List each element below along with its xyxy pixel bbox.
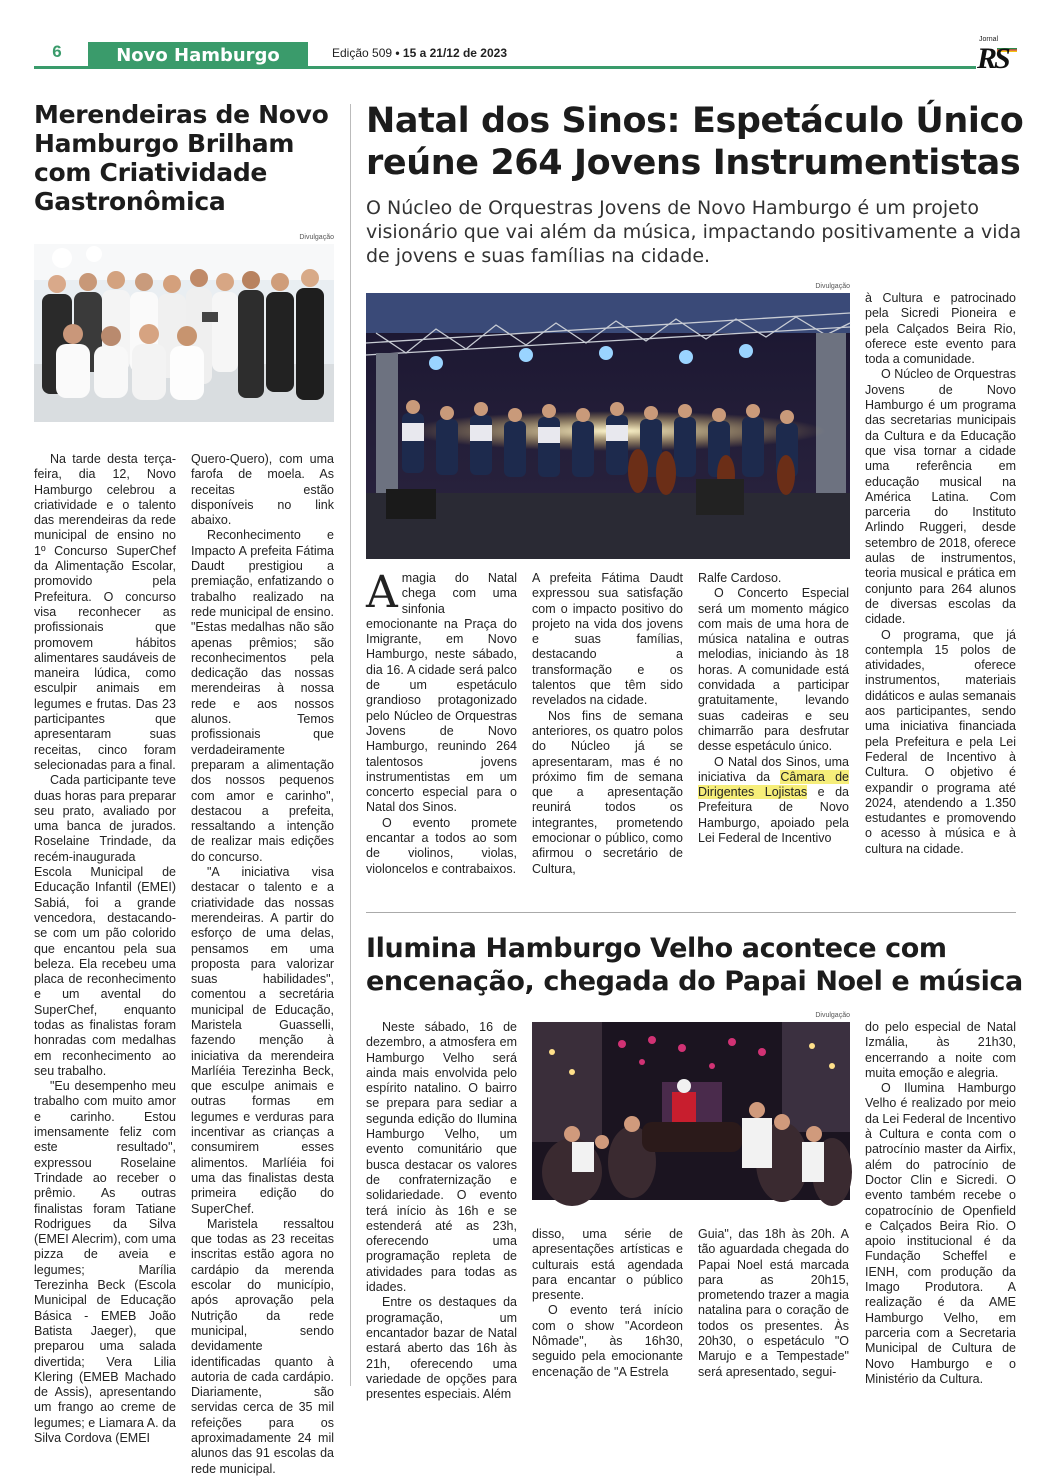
main-article-subtitle: O Núcleo de Orquestras Jovens de Novo Hamburgo é um projeto visionário que vai além da música, impactando positivamente a vida de jovens e suas famílias na cidade.	[366, 197, 1022, 267]
main-article-title: Natal dos Sinos: Espetáculo Único reúne 264 Jovens Instrumentistas	[366, 101, 1024, 183]
paragraph: à Cultura e patrocinado pela Sicredi Pioneira e pela Calçados Beira Rio, oferece este evento para toda a comunidade.	[865, 291, 1016, 367]
second-article-column-3	[698, 1227, 849, 1387]
paragraph: Cada participante teve duas horas para preparar seu prato, avaliado por uma banca de jurados. Roselaine Trindade, da recém-inaugurada Escola Municipal de Educação Infantil (EMEI) Sabiá, foi a grande vencedora, destacando-se com um pão colorido que encantou pela sua beleza. Ela recebeu uma placa de reconhecimento e um avental do SuperChef, enquanto todas as finalistas foram honradas com medalhas em reconhecimento ao seu trabalho.	[34, 773, 176, 1078]
paragraph	[366, 567, 517, 816]
section-label: Novo Hamburgo	[88, 42, 308, 68]
second-article-column-1	[366, 1020, 517, 1402]
edition-label: Edição 509	[332, 46, 393, 60]
second-article-column-2	[532, 1227, 683, 1387]
paragraph: Quero-Quero), com uma farofa de moela. As receitas estão disponíveis no link abaixo.	[191, 452, 334, 528]
column-divider	[350, 104, 351, 1386]
paragraph: O Concerto Especial será um momento mágico com mais de uma hora de música natalina e outras melodias, iniciando às 18 horas. A comunidade está convidada a participar gratuitamente, levando suas cadeiras e seu chimarrão para desfrutar desse espetáculo único.	[698, 586, 849, 754]
logo-text: RS	[977, 42, 1008, 75]
main-article-column-4	[865, 291, 1016, 891]
paragraph: "Eu desempenho meu trabalho com muito amor e carinho. Estou imensamente feliz com este resultado", expressou Roselaine Trindade ao receber o prêmio. As outras finalistas foram Tatiane Rodrigues da Silva (EMEI Alecrim), com uma pizza de aveia e legumes; Marília Terezinha Beck (Escola Municipal de Educação Básica - EMEB João Batista Jaeger), que preparou uma salada divertida; Vera Lilia Klering (EMEB Machado de Assis), apresentando um frango ao creme de legumes; e Liamara A. da Silva Cordova (EMEI	[34, 1079, 176, 1445]
left-photo-credit: Divulgação	[299, 234, 334, 241]
orchestra-photo	[366, 293, 850, 559]
highlighted-text: Câmara de Dirigentes Lojistas	[698, 769, 849, 800]
second-article-title: Ilumina Hamburgo Velho acontece com encenação, chegada do Papai Noel e música	[366, 933, 1023, 997]
paragraph: O Ilumina Hamburgo Velho é realizado por meio da Lei Federal de Incentivo à Cultura e conta com o patrocínio master da Airfix, além do patrocínio de Doctor Clin e Sicredi. O evento também recebe o copatrocínio de Openfield e Calçados Beira Rio. O apoio institucional é da Fundação Scheffel e IENH, com produção da Imago Produtora. A realização é da AME Hamburgo Velho, em parceria com a Secretaria Municipal de Cultura de Novo Hamburgo e o Ministério da Cultura.	[865, 1081, 1016, 1386]
left-article-title: Merendeiras de Novo Hamburgo Brilham com Criatividade Gastronômica	[34, 100, 329, 216]
paragraph: O evento promete encantar a todos ao som de violinos, violas, violoncelos e contrabaixos.	[366, 815, 517, 876]
main-article-column-2	[532, 571, 683, 889]
main-article-column-3	[698, 571, 849, 889]
paragraph	[698, 755, 849, 847]
paragraph: disso, uma série de apresentações artísticas e culturais está agendada para encantar o público presente.	[532, 1227, 683, 1303]
paragraph-text: e da Prefeitura de Novo Hamburgo, apoiado pela Lei Federal de Incentivo	[698, 785, 849, 846]
main-photo-credit: Divulgação	[815, 283, 850, 290]
merendeiras-photo	[34, 244, 334, 422]
edition-dates: • 15 a 21/12 de 2023	[392, 46, 508, 60]
paragraph-text: magia do Natal chega com uma sinfonia emocionante na Praça do Imigrante, em Novo Hamburgo, neste sábado, dia 16. A cidade será palco de um espetáculo grandioso protagonizado pelo Núcleo de Orquestras Jovens de Novo Hamburgo, reunindo 264 talentosos jovens instrumentistas em um concerto especial para o Natal dos Sinos.	[366, 571, 517, 815]
left-article-column-1	[34, 452, 176, 1445]
second-photo-credit: Divulgação	[815, 1012, 850, 1019]
main-article-column-1	[366, 567, 517, 889]
page-number: 6	[52, 42, 62, 61]
paragraph: Ralfe Cardoso.	[698, 571, 782, 585]
left-article-column-2	[191, 452, 334, 1476]
article-divider	[366, 912, 1016, 913]
paragraph: O Núcleo de Orquestras Jovens de Novo Hamburgo é um programa das secretarias municipais da Cultura e da Educação que visa tornar a cidade uma referência em educação musical na América Latina. Com parceria do Instituto Arlindo Ruggeri, desde setembro de 2018, oferece aulas de instrumentos, teoria musical e prática em conjunto para 264 alunos de diversas escolas da cidade.	[865, 367, 1016, 627]
ilumina-photo	[532, 1022, 850, 1200]
header-rule	[34, 66, 976, 69]
paragraph: O evento terá início com o show "Acordeon Nômade", às 16h30, seguido pela emocionante encenação de "A Estrela	[532, 1303, 683, 1379]
paragraph: do pelo especial de Natal Izmália, às 21h30, encerrando a noite com muita emoção e alegria.	[865, 1020, 1016, 1080]
paragraph: O programa, que já contempla 15 polos de atividades, oferece instrumentos, materiais didáticos e aulas semanais aos participantes, sendo uma iniciativa financiada pela Prefeitura e pela Lei Federal de Incentivo à Cultura. O objetivo é expandir o programa até 2024, atendendo a 1.350 estudantes e promovendo o acesso à música e à cultura na cidade.	[865, 627, 1016, 856]
paragraph: A prefeita Fátima Daudt expressou sua satisfação com o impacto positivo do projeto na vida dos jovens e suas famílias, destacando a transformação e os talentos que têm sido revelados na cidade.	[532, 571, 683, 708]
paragraph: Nos fins de semana anteriores, os quatro polos do Núcleo já se apresentaram, mas é no próximo fim de semana que a apresentação reunirá todos os integrantes, prometendo emocionar o público, como afirmou o secretário de Cultura,	[532, 708, 683, 876]
drop-cap: A	[366, 567, 398, 618]
edition-info	[332, 46, 507, 60]
newspaper-logo	[975, 38, 1019, 80]
paragraph-text: O Natal dos Sinos, uma iniciativa da	[698, 754, 849, 784]
logo-small-text: Jornal	[979, 36, 999, 43]
second-article-column-4	[865, 1020, 1016, 1388]
paragraph: Neste sábado, 16 de dezembro, a atmosfera em Hamburgo Velho será ainda mais envolvida pelo espírito natalino. O bairro se prepara para sediar a segunda edição do Ilumina Hamburgo Velho, um evento comunitário que busca destacar os valores de confraternização e solidariedade. O evento terá início às 16h e se estenderá até as 23h, oferecendo uma programação repleta de atividades para todas as idades.	[366, 1020, 517, 1295]
paragraph: Maristela ressaltou que todas as 23 receitas inscritas estão agora no cardápio da merenda escolar do município, após aprovação pela Nutrição da rede municipal, sendo devidamente identificadas quanto à autoria de cada cardápio. Diariamente, são servidas cerca de 35 mil refeições para os aproximadamente 24 mil alunos das 91 escolas da rede municipal.	[191, 1216, 334, 1476]
paragraph: "A iniciativa visa destacar o talento e a criatividade das nossas merendeiras. A partir do esforço de uma delas, pensamos em uma proposta para valorizar suas habilidades", comentou a secretária municipal de Educação, Maristela Guasselli, fazendo menção à iniciativa da merendeira Marlíéia Terezinha Beck, que esculpe animais e outras formas em legumes e verduras para incentivar as crianças a consumirem esses alimentos. Marlíéia foi uma das finalistas desta primeira edição do SuperChef.	[191, 865, 334, 1216]
paragraph: Na tarde desta terça-feira, dia 12, Novo Hamburgo celebrou a criatividade e o talento das merendeiras da rede municipal de ensino no 1º Concurso SuperChef da Alimentação Escolar, promovido pela Prefeitura. O concurso visa reconhecer as profissionais que promovem hábitos alimentares saudáveis de maneira lúdica, como esculpir animais em legumes e frutas. Das 23 participantes que apresentaram suas receitas, cinco foram selecionadas para a final.	[34, 452, 176, 772]
paragraph: Guia", das 18h às 20h. A tão aguardada chegada do Papai Noel está marcada para as 20h15, prometendo trazer a magia natalina para o coração de todos os presentes. Às 20h30, o espetáculo "O Marujo e a Tempestade" será apresentado, segui-	[698, 1227, 849, 1379]
paragraph: Reconhecimento e Impacto A prefeita Fátima Daudt prestigiou a premiação, enfatizando o trabalho realizado na rede municipal de ensino. "Estas medalhas não são apenas prêmios; são reconhecimentos pela dedicação das nossas merendeiras à nossa rede e aos nossos alunos. Temos profissionais que verdadeiramente preparam a alimentação dos nossos pequenos com amor e carinho", destacou a prefeita, ressaltando a intenção de realizar mais edições do concurso.	[191, 528, 334, 864]
paragraph: Entre os destaques da programação, um encantador bazar de Natal estará aberto das 16h às 21h, oferecendo uma variedade de opções para presentes especiais. Além	[366, 1295, 517, 1402]
